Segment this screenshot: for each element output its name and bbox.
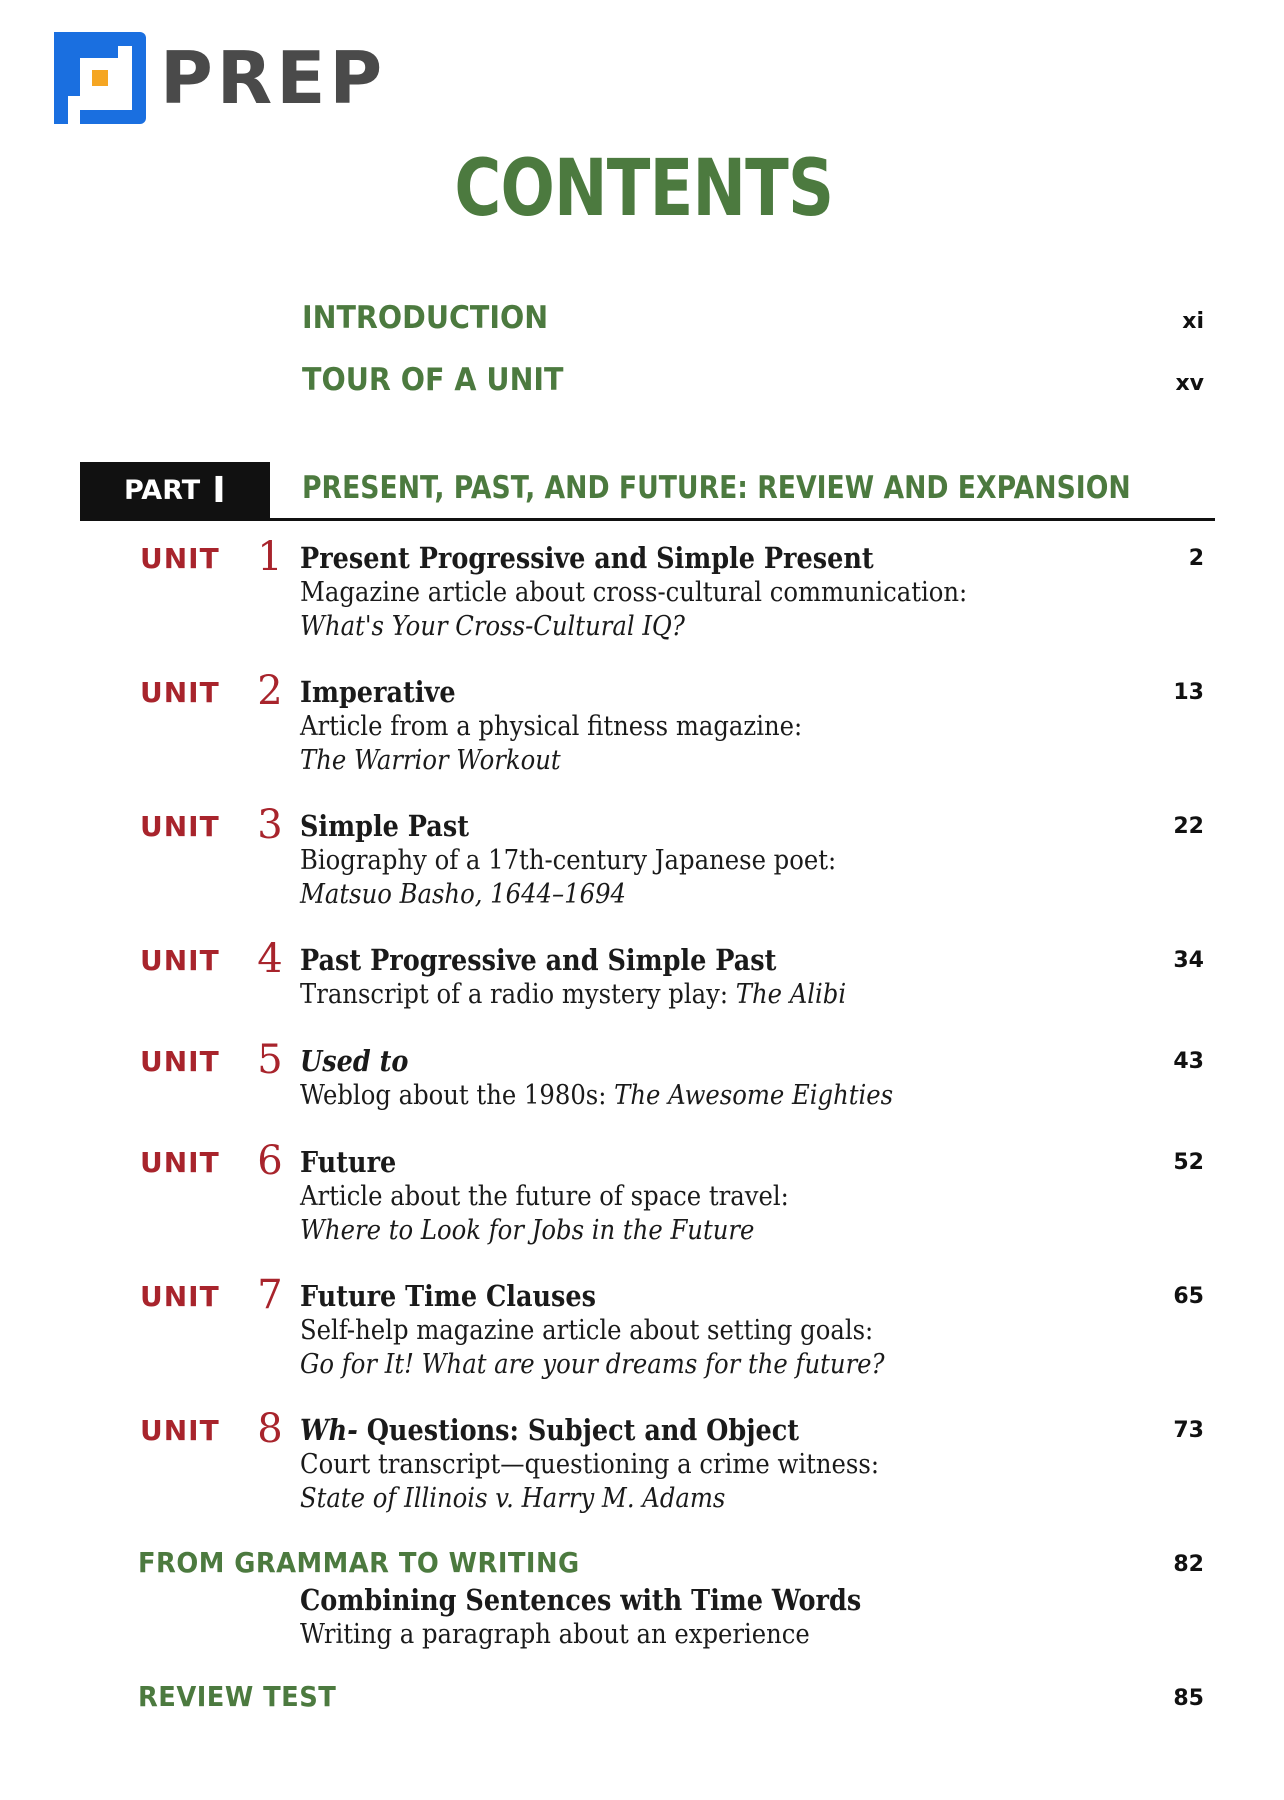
toc-page-number: 43 [1173,1049,1204,1074]
unit-reading-title: The Warrior Workout [300,745,561,776]
unit-description: Self-help magazine article about setting goals: [300,1315,874,1346]
part-title: PRESENT, PAST, AND FUTURE: REVIEW AND EXPANSION [302,470,1131,506]
unit-description-text: Transcript of a radio mystery play: [300,979,729,1010]
unit-title: Imperative [300,675,456,709]
unit-number: 8 [257,1406,283,1452]
toc-page-number: xi [1182,309,1204,334]
unit-description-text: Weblog about the 1980s: [300,1080,607,1111]
unit-description [300,978,1114,1012]
unit-number: 2 [257,668,283,714]
unit-reading-title: State of Illinois v. Harry M. Adams [300,1483,726,1514]
part-header [80,462,1215,521]
toc-entry-label: INTRODUCTION [302,300,549,336]
toc-entry-tour-of-a-unit[interactable] [302,362,1204,398]
toc-page-number: 52 [1173,1150,1204,1175]
unit-number: 1 [257,534,283,580]
unit-number: 3 [257,802,283,848]
unit-label: UNIT [140,1280,220,1313]
unit-reading-title: What's Your Cross-Cultural IQ? [300,611,685,642]
unit-number: 7 [257,1272,283,1318]
unit-description: Article from a physical fitness magazine: [300,711,803,742]
unit-number: 4 [257,936,283,982]
section-label: REVIEW TEST [138,1680,337,1713]
unit-label: UNIT [140,1045,220,1078]
unit-label: UNIT [140,944,220,977]
unit-title: Past Progressive and Simple Past [300,943,777,977]
prep-logo [54,32,386,124]
unit-title-prefix: Wh- [300,1413,358,1447]
unit-label: UNIT [140,1414,220,1447]
unit-title: Used to [300,1044,409,1078]
page-title: CONTENTS [454,144,834,234]
unit-reading-title: Go for It! What are your dreams for the future? [300,1349,885,1380]
unit-title [300,1412,1096,1448]
section-label: FROM GRAMMAR TO WRITING [138,1546,580,1579]
prep-logo-icon [54,32,146,124]
unit-label: UNIT [140,1146,220,1179]
unit-label: UNIT [140,676,220,709]
prep-logo-text: PREP [160,36,387,120]
unit-description: Biography of a 17th-century Japanese poet: [300,845,837,876]
part-badge [80,462,270,518]
toc-entry-label: TOUR OF A UNIT [302,362,564,398]
unit-number: 6 [257,1138,283,1184]
unit-title: Future [300,1145,397,1179]
unit-description: Court transcript—questioning a crime witness: [300,1449,880,1480]
unit-reading-title: Where to Look for Jobs in the Future [300,1215,755,1246]
part-number: I [212,469,226,511]
unit-reading-title: Matsuo Basho, 1644–1694 [300,879,626,910]
part-label: PART [124,474,201,506]
toc-page-number: 65 [1173,1284,1204,1309]
toc-page-number: 13 [1173,680,1204,705]
unit-label: UNIT [140,542,220,575]
unit-title-text: Questions: Subject and Object [357,1413,800,1447]
toc-page-number: xv [1175,371,1204,396]
toc-page-number: 82 [1173,1552,1204,1577]
unit-number: 5 [257,1037,283,1083]
unit-reading-title: The Alibi [735,979,847,1010]
toc-page-number: 2 [1188,546,1204,571]
toc-page-number: 22 [1173,814,1204,839]
unit-reading-title: The Awesome Eighties [614,1080,894,1111]
unit-description: Article about the future of space travel: [300,1181,789,1212]
unit-title: Present Progressive and Simple Present [300,541,874,575]
unit-label: UNIT [140,810,220,843]
section-title: Combining Sentences with Time Words [300,1583,862,1617]
unit-title: Simple Past [300,809,469,843]
section-description: Writing a paragraph about an experience [300,1619,810,1650]
unit-title: Future Time Clauses [300,1279,597,1313]
toc-entry-introduction[interactable] [302,300,1204,336]
unit-description: Magazine article about cross-cultural communication: [300,577,968,608]
unit-description [300,1079,1114,1113]
toc-page-number: 34 [1173,948,1204,973]
toc-page-number: 73 [1173,1418,1204,1443]
toc-page-number: 85 [1173,1686,1204,1711]
